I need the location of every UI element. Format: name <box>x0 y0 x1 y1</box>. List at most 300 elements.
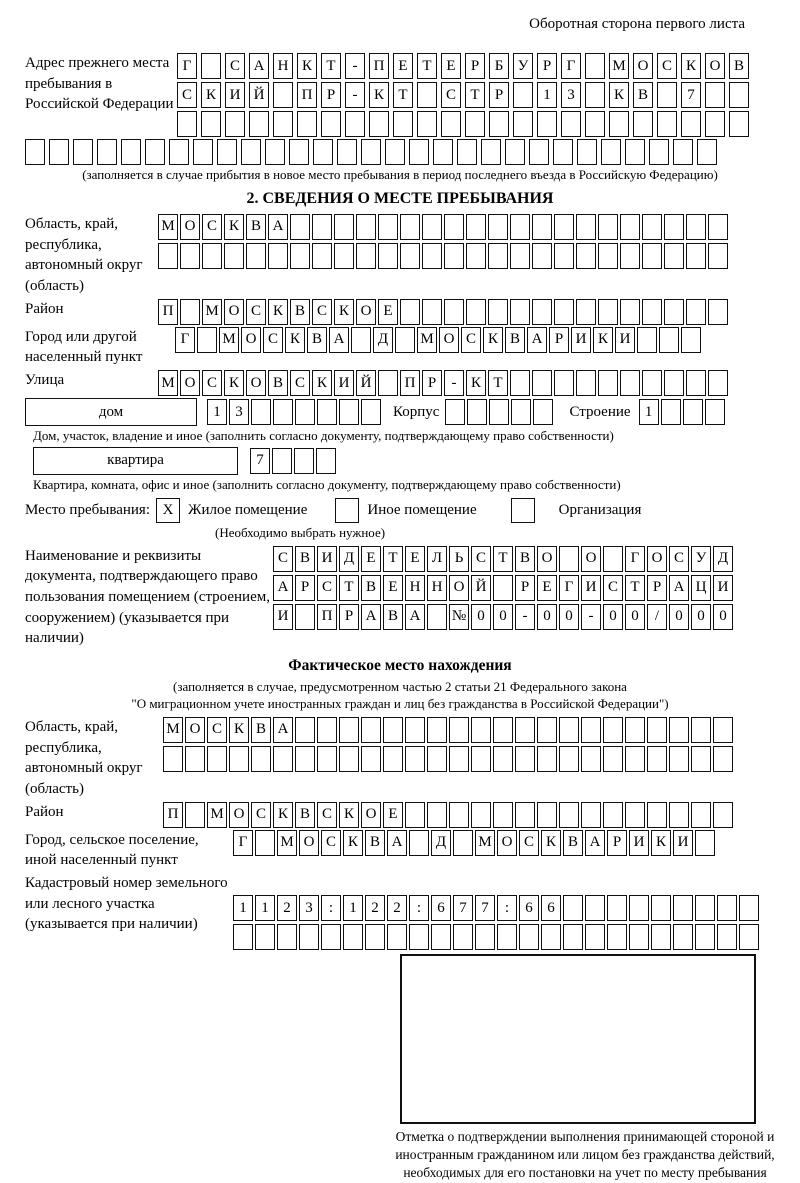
char-cell <box>559 746 579 772</box>
char-cell: У <box>513 53 533 79</box>
char-cell: П <box>400 370 420 396</box>
char-cell: Н <box>405 575 425 601</box>
char-cell <box>554 370 574 396</box>
char-cell: С <box>317 802 337 828</box>
char-cell: С <box>317 575 337 601</box>
char-cell: В <box>246 214 266 240</box>
char-cell: П <box>369 53 389 79</box>
char-cell <box>334 214 354 240</box>
s2-district-row[interactable] <box>158 299 730 325</box>
char-cell <box>241 139 261 165</box>
prev-address-row-2[interactable] <box>177 82 753 108</box>
char-cell <box>697 139 717 165</box>
char-cell: М <box>158 214 178 240</box>
stay-type-checkbox-organization[interactable] <box>511 498 535 523</box>
char-cell <box>321 111 341 137</box>
char-cell <box>393 111 413 137</box>
char-cell <box>585 895 605 921</box>
char-cell: О <box>180 214 200 240</box>
apartment-cells[interactable] <box>250 448 338 474</box>
char-cell: В <box>295 802 315 828</box>
char-cell <box>642 214 662 240</box>
char-cell: П <box>297 82 317 108</box>
char-cell: К <box>593 327 613 353</box>
char-cell <box>513 111 533 137</box>
al-district-block <box>25 802 775 828</box>
char-cell: 0 <box>691 604 711 630</box>
char-cell <box>180 243 200 269</box>
stamp-box <box>400 954 756 1124</box>
char-cell: И <box>273 604 293 630</box>
prev-address-row-4[interactable] <box>25 139 775 165</box>
char-cell <box>669 717 689 743</box>
char-cell <box>297 111 317 137</box>
korpus-label: Корпус <box>393 403 440 420</box>
char-cell <box>713 802 733 828</box>
char-cell: К <box>483 327 503 353</box>
char-cell <box>513 82 533 108</box>
char-cell: О <box>449 575 469 601</box>
char-cell: Е <box>537 575 557 601</box>
char-cell <box>185 746 205 772</box>
char-cell: 0 <box>471 604 491 630</box>
char-cell <box>603 746 623 772</box>
char-cell <box>295 604 315 630</box>
char-cell <box>294 448 314 474</box>
char-cell <box>532 370 552 396</box>
char-cell: О <box>185 717 205 743</box>
char-cell: С <box>461 327 481 353</box>
s2-region-row-1[interactable] <box>158 214 730 240</box>
char-cell <box>466 243 486 269</box>
char-cell <box>405 746 425 772</box>
char-cell <box>515 802 535 828</box>
char-cell <box>321 924 341 950</box>
al-region-row-1[interactable] <box>163 717 735 743</box>
char-cell <box>289 139 309 165</box>
char-cell <box>510 214 530 240</box>
char-cell: 1 <box>343 895 363 921</box>
char-cell <box>317 717 337 743</box>
char-cell <box>708 370 728 396</box>
char-cell <box>471 802 491 828</box>
char-cell: Т <box>417 53 437 79</box>
char-cell <box>445 399 465 425</box>
char-cell: С <box>251 802 271 828</box>
char-cell <box>708 243 728 269</box>
char-cell: Д <box>373 327 393 353</box>
char-cell: О <box>537 546 557 572</box>
char-cell: Г <box>175 327 195 353</box>
char-cell: В <box>307 327 327 353</box>
char-cell <box>686 243 706 269</box>
char-cell <box>642 299 662 325</box>
char-cell: Ь <box>449 546 469 572</box>
char-cell: Г <box>559 575 579 601</box>
page-header-note: Оборотная сторона первого листа <box>529 16 745 32</box>
char-cell <box>25 139 45 165</box>
al-cadastral-row-2[interactable] <box>233 924 761 950</box>
char-cell: К <box>224 370 244 396</box>
char-cell: И <box>615 327 635 353</box>
char-cell <box>695 895 715 921</box>
char-cell: Н <box>273 53 293 79</box>
char-cell <box>537 717 557 743</box>
s2-house-block <box>25 398 775 426</box>
prev-address-row-3[interactable] <box>177 111 753 137</box>
char-cell <box>471 717 491 743</box>
char-cell: И <box>581 575 601 601</box>
char-cell: / <box>647 604 667 630</box>
char-cell: 0 <box>625 604 645 630</box>
char-cell <box>664 214 684 240</box>
char-cell <box>361 399 381 425</box>
house-box-label: дом <box>25 398 197 426</box>
char-cell: Т <box>465 82 485 108</box>
char-cell <box>625 802 645 828</box>
apartment-box-label: квартира <box>33 447 238 475</box>
char-cell <box>268 243 288 269</box>
document-row-2[interactable] <box>273 575 735 601</box>
char-cell: Р <box>295 575 315 601</box>
s2-district-block <box>25 299 775 325</box>
char-cell: С <box>669 546 689 572</box>
char-cell: К <box>312 370 332 396</box>
stay-type-option-residential-label: Жилое помещение <box>188 501 308 518</box>
char-cell <box>657 82 677 108</box>
korpus-cells[interactable] <box>445 399 555 425</box>
stay-type-block <box>25 498 775 523</box>
char-cell <box>449 746 469 772</box>
char-cell: Е <box>383 802 403 828</box>
s2-city-row[interactable] <box>175 327 703 353</box>
document-row-3[interactable] <box>273 604 735 630</box>
char-cell: О <box>705 53 725 79</box>
char-cell: И <box>334 370 354 396</box>
al-district-row[interactable] <box>163 802 735 828</box>
char-cell: Т <box>625 575 645 601</box>
char-cell <box>681 327 701 353</box>
char-cell <box>295 399 315 425</box>
char-cell: У <box>691 546 711 572</box>
char-cell: О <box>180 370 200 396</box>
char-cell: - <box>345 82 365 108</box>
char-cell <box>691 802 711 828</box>
char-cell <box>290 243 310 269</box>
char-cell <box>683 399 703 425</box>
char-cell: Г <box>177 53 197 79</box>
char-cell: Е <box>378 299 398 325</box>
char-cell: 7 <box>475 895 495 921</box>
char-cell: В <box>383 604 403 630</box>
char-cell: О <box>581 546 601 572</box>
char-cell: 0 <box>559 604 579 630</box>
char-cell <box>515 746 535 772</box>
char-cell <box>290 214 310 240</box>
char-cell <box>233 924 253 950</box>
document-label: Наименование и реквизиты документа, подтверждающего право пользования помещением (строением, сооружением) (указывается при наличии) <box>25 547 270 647</box>
char-cell <box>277 924 297 950</box>
char-cell <box>686 214 706 240</box>
prev-address-note: (заполняется в случае прибытия в новое место пребывания в период последнего въезда в Российскую Федерацию) <box>82 167 718 182</box>
char-cell <box>272 448 292 474</box>
char-cell <box>488 243 508 269</box>
char-cell: Р <box>549 327 569 353</box>
char-cell: Е <box>393 53 413 79</box>
al-city-block <box>25 830 775 871</box>
stay-type-checkbox-other[interactable] <box>335 498 359 523</box>
char-cell <box>537 111 557 137</box>
char-cell <box>708 299 728 325</box>
char-cell: К <box>609 82 629 108</box>
actual-location-note-1: (заполняется в случае, предусмотренном частью 2 статьи 21 Федерального закона <box>173 679 627 695</box>
char-cell <box>343 924 363 950</box>
char-cell <box>510 370 530 396</box>
char-cell <box>378 243 398 269</box>
char-cell: 2 <box>365 895 385 921</box>
char-cell <box>313 139 333 165</box>
char-cell: К <box>273 802 293 828</box>
char-cell <box>554 243 574 269</box>
char-cell <box>515 717 535 743</box>
char-cell <box>158 243 178 269</box>
char-cell <box>576 370 596 396</box>
char-cell: И <box>713 575 733 601</box>
char-cell: К <box>466 370 486 396</box>
char-cell <box>378 214 398 240</box>
al-region-label: Область, край, республика, автономный округ (область) <box>25 718 143 797</box>
char-cell <box>489 399 509 425</box>
char-cell: Р <box>515 575 535 601</box>
char-cell <box>255 924 275 950</box>
char-cell <box>598 214 618 240</box>
char-cell <box>554 299 574 325</box>
al-district-label: Район <box>25 803 64 820</box>
house-number-cells[interactable] <box>207 399 383 425</box>
char-cell: Н <box>427 575 447 601</box>
char-cell <box>400 243 420 269</box>
char-cell: Г <box>625 546 645 572</box>
char-cell <box>405 802 425 828</box>
char-cell: Р <box>489 82 509 108</box>
char-cell <box>251 746 271 772</box>
char-cell <box>312 214 332 240</box>
char-cell: В <box>515 546 535 572</box>
char-cell <box>433 139 453 165</box>
al-cadastral-block <box>25 873 775 950</box>
char-cell <box>705 82 725 108</box>
char-cell: Г <box>233 830 253 856</box>
char-cell: 6 <box>519 895 539 921</box>
char-cell: К <box>224 214 244 240</box>
char-cell: С <box>290 370 310 396</box>
char-cell <box>73 139 93 165</box>
char-cell <box>387 924 407 950</box>
char-cell <box>427 802 447 828</box>
al-cadastral-label: Кадастровый номер земельного или лесного участка (указывается при наличии) <box>25 875 228 933</box>
char-cell: 2 <box>277 895 297 921</box>
s2-region-row-2[interactable] <box>158 243 730 269</box>
char-cell <box>180 299 200 325</box>
al-city-row[interactable] <box>233 830 717 856</box>
char-cell <box>361 746 381 772</box>
char-cell <box>467 399 487 425</box>
char-cell <box>316 448 336 474</box>
char-cell: Е <box>383 575 403 601</box>
stroenie-cells[interactable] <box>639 399 727 425</box>
document-row-1[interactable] <box>273 546 735 572</box>
char-cell <box>365 924 385 950</box>
char-cell: В <box>633 82 653 108</box>
char-cell: : <box>321 895 341 921</box>
char-cell <box>559 802 579 828</box>
al-region-row-2[interactable] <box>163 746 735 772</box>
char-cell <box>185 802 205 828</box>
char-cell <box>647 746 667 772</box>
char-cell: С <box>519 830 539 856</box>
char-cell <box>598 299 618 325</box>
char-cell: 0 <box>669 604 689 630</box>
char-cell <box>532 299 552 325</box>
char-cell <box>585 924 605 950</box>
char-cell <box>669 802 689 828</box>
char-cell: П <box>317 604 337 630</box>
char-cell: С <box>177 82 197 108</box>
char-cell <box>651 924 671 950</box>
char-cell <box>651 895 671 921</box>
char-cell <box>337 139 357 165</box>
char-cell <box>729 111 749 137</box>
s2-street-row[interactable] <box>158 370 730 396</box>
char-cell <box>686 299 706 325</box>
char-cell <box>708 214 728 240</box>
char-cell <box>705 399 725 425</box>
char-cell <box>633 111 653 137</box>
char-cell <box>317 399 337 425</box>
char-cell <box>510 243 530 269</box>
char-cell <box>664 299 684 325</box>
char-cell <box>493 575 513 601</box>
stamp-caption: Отметка о подтверждении выполнения принимающей стороной и иностранным гражданином или лицом без гражданства действий, необходимых для его постановки на учет по месту пребывания <box>395 1129 775 1181</box>
char-cell <box>532 243 552 269</box>
char-cell <box>351 327 371 353</box>
char-cell: А <box>405 604 425 630</box>
char-cell: О <box>497 830 517 856</box>
char-cell <box>121 139 141 165</box>
char-cell <box>511 399 531 425</box>
char-cell <box>537 746 557 772</box>
char-cell <box>713 717 733 743</box>
char-cell: Й <box>356 370 376 396</box>
char-cell: С <box>225 53 245 79</box>
char-cell <box>361 139 381 165</box>
char-cell: О <box>647 546 667 572</box>
actual-location-title: Фактическое место нахождения <box>288 657 512 675</box>
char-cell: 0 <box>603 604 623 630</box>
char-cell <box>620 299 640 325</box>
char-cell <box>620 243 640 269</box>
char-cell <box>664 243 684 269</box>
char-cell: С <box>202 370 222 396</box>
char-cell: К <box>297 53 317 79</box>
char-cell: 3 <box>229 399 249 425</box>
char-cell <box>312 243 332 269</box>
char-cell: Л <box>427 546 447 572</box>
char-cell: Й <box>249 82 269 108</box>
char-cell <box>339 399 359 425</box>
char-cell: В <box>268 370 288 396</box>
char-cell: 2 <box>387 895 407 921</box>
char-cell: 6 <box>541 895 561 921</box>
char-cell: Т <box>393 82 413 108</box>
char-cell <box>601 139 621 165</box>
s2-region-label: Область, край, республика, автономный округ (область) <box>25 215 143 294</box>
char-cell <box>246 243 266 269</box>
char-cell <box>541 924 561 950</box>
char-cell <box>431 924 451 950</box>
char-cell <box>453 924 473 950</box>
char-cell: Р <box>647 575 667 601</box>
char-cell: М <box>475 830 495 856</box>
char-cell: С <box>603 575 623 601</box>
char-cell <box>553 139 573 165</box>
char-cell: К <box>334 299 354 325</box>
char-cell: В <box>251 717 271 743</box>
char-cell: 3 <box>299 895 319 921</box>
char-cell <box>339 717 359 743</box>
s2-region-block <box>25 214 775 297</box>
char-cell: Р <box>422 370 442 396</box>
char-cell <box>400 299 420 325</box>
char-cell <box>489 111 509 137</box>
char-cell: Т <box>493 546 513 572</box>
al-cadastral-row-1[interactable] <box>233 895 761 921</box>
char-cell: И <box>673 830 693 856</box>
s2-city-block <box>25 327 775 368</box>
char-cell: Й <box>471 575 491 601</box>
stay-type-label: Место пребывания: <box>25 501 150 518</box>
char-cell: 0 <box>493 604 513 630</box>
char-cell: Р <box>537 53 557 79</box>
char-cell: Р <box>339 604 359 630</box>
char-cell: М <box>417 327 437 353</box>
char-cell: С <box>312 299 332 325</box>
char-cell <box>422 243 442 269</box>
char-cell: 6 <box>431 895 451 921</box>
char-cell: Д <box>713 546 733 572</box>
char-cell <box>217 139 237 165</box>
char-cell: В <box>563 830 583 856</box>
char-cell: Р <box>465 53 485 79</box>
char-cell <box>657 111 677 137</box>
prev-address-block <box>25 53 775 137</box>
char-cell <box>647 717 667 743</box>
char-cell <box>717 924 737 950</box>
char-cell: А <box>273 717 293 743</box>
char-cell <box>249 111 269 137</box>
char-cell: В <box>361 575 381 601</box>
char-cell <box>625 717 645 743</box>
char-cell <box>554 214 574 240</box>
char-cell: М <box>609 53 629 79</box>
char-cell <box>649 139 669 165</box>
prev-address-row-1[interactable] <box>177 53 753 79</box>
char-cell: П <box>158 299 178 325</box>
char-cell <box>705 111 725 137</box>
char-cell <box>603 802 623 828</box>
char-cell: В <box>729 53 749 79</box>
stay-type-checkbox-residential[interactable]: X <box>156 498 180 523</box>
